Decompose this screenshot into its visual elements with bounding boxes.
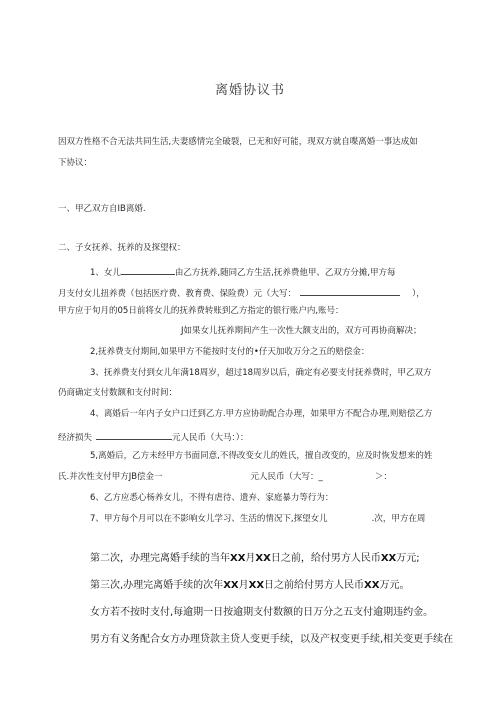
item-5-line-2 bbox=[58, 472, 392, 483]
item-4-text-c: 元人民币（大马：）： bbox=[172, 433, 249, 443]
item-2: 2,抚养费支付期间,如果甲方不能按时支付的•仔天加收万分之五的赔偿金： bbox=[90, 347, 370, 357]
item-5-text-c: 元人民币（大写：_ bbox=[250, 472, 323, 482]
third-payment-month: XX bbox=[223, 580, 239, 591]
paragraph-third-payment bbox=[90, 580, 409, 591]
second-payment-day: XX bbox=[255, 553, 271, 564]
second-payment-unit: 万元; bbox=[396, 553, 420, 564]
paragraph-loan-transfer: 男方有义务配合女方办理贷款主贷人变更手续，以及产权变更手续,相关变更手续在 bbox=[90, 634, 454, 645]
second-payment-month-unit: 月 bbox=[245, 553, 256, 564]
item-5-text-b: 氏.并次性支付甲方JB偿金一 bbox=[58, 472, 163, 482]
item-1-text-b: 由乙方抚养,随同乙方生活,抚养费他甲、乙双方分摊,甲方每 bbox=[174, 268, 396, 278]
item-7-text-a: 7、甲方每个月可以在不影响女儿学习、生活的情况下,探望女儿 bbox=[90, 514, 328, 524]
document-title: 离婚协议书 bbox=[214, 83, 285, 98]
item-1-line-1 bbox=[90, 265, 396, 279]
section-1-heading: 一、甲乙双方自IB离婚. bbox=[58, 204, 146, 214]
third-payment-text-2: 日之前给付男方人民币 bbox=[264, 580, 365, 591]
item-5-line-1: 5,离婚后，乙方未经甲方书面同意,不得改变女儿的姓氏，擅自改变的，应及时恢发想来的姓 bbox=[90, 451, 433, 461]
item-6: 6、乙方应悉心杨养女儿，不得有虐待、遗弃、家庭暴力等行为： bbox=[90, 493, 334, 503]
item-4-line-1: 4、离婚后一年内子女户口迁到乙方.甲方应协助配合办理，如果甲方不配合办理,则赔偿乙方 bbox=[90, 409, 433, 419]
second-payment-month: XX bbox=[230, 553, 246, 564]
item-1-line-2 bbox=[58, 286, 425, 300]
second-payment-text: 第二次，办理完离婚手续的当年 bbox=[90, 553, 230, 564]
paragraph-late-penalty: 女方若不按时支付,每逾期一日按逾期支付数额的日万分之五支付逾期违约金。 bbox=[90, 607, 434, 618]
item-1-text-a: 1、女儿 bbox=[90, 268, 121, 278]
intro-line-2: 下协议： bbox=[58, 158, 93, 168]
item-3-line-2: 仍商确定支付数额和支付时间： bbox=[58, 388, 178, 398]
item-1-line-3: 甲方应于旬月的05日前将女儿的抚养费转账到乙方指定的银行账户内,账号： bbox=[58, 306, 344, 316]
item-4-line-2 bbox=[58, 430, 249, 444]
third-payment-day: XX bbox=[248, 580, 265, 591]
item-1-text-d: ）， bbox=[412, 289, 425, 299]
item-7-text-b: .次，甲方在周 bbox=[371, 514, 426, 524]
blank-daughter-name bbox=[121, 265, 175, 275]
third-payment-text: 第三次,办理完离婚手续的次年 bbox=[90, 580, 224, 591]
item-7 bbox=[90, 514, 425, 525]
blank-amount-uppercase bbox=[300, 286, 400, 296]
item-3-line-1: 3、抚养费支付到女儿年满18周岁，超过18周岁以后，确定有必要支付抚养费时，甲乙双方 bbox=[90, 368, 432, 378]
second-payment-amount: XX bbox=[380, 553, 397, 564]
item-4-text-b: 经济损失 bbox=[58, 433, 93, 443]
item-5-text-d: ＞： bbox=[374, 472, 392, 482]
blank-economic-loss bbox=[96, 430, 172, 440]
item-1-line-4: J如果女儿抚养期间产生一次性大额支出的，双方可再协商解决； bbox=[181, 326, 422, 336]
section-2-heading: 二、子女抚养、抚养的及探望权： bbox=[58, 243, 186, 253]
third-payment-month-unit: 月 bbox=[238, 580, 249, 591]
third-payment-unit: 万元。 bbox=[379, 580, 410, 591]
third-payment-amount: XX bbox=[364, 580, 380, 591]
intro-line-1: 因双方性格不合无法共同生活,夫妻感情完全破裂，已无和好可能，现双方就自喋离婚一事达成如 bbox=[58, 137, 418, 147]
second-payment-text-2: 日之前，给付男方人民币 bbox=[270, 553, 381, 564]
paragraph-second-payment bbox=[90, 553, 420, 564]
item-1-text-c: 月支付女儿扭养费（包括医疗费、教育费、保险费）元（大写： bbox=[58, 289, 297, 299]
